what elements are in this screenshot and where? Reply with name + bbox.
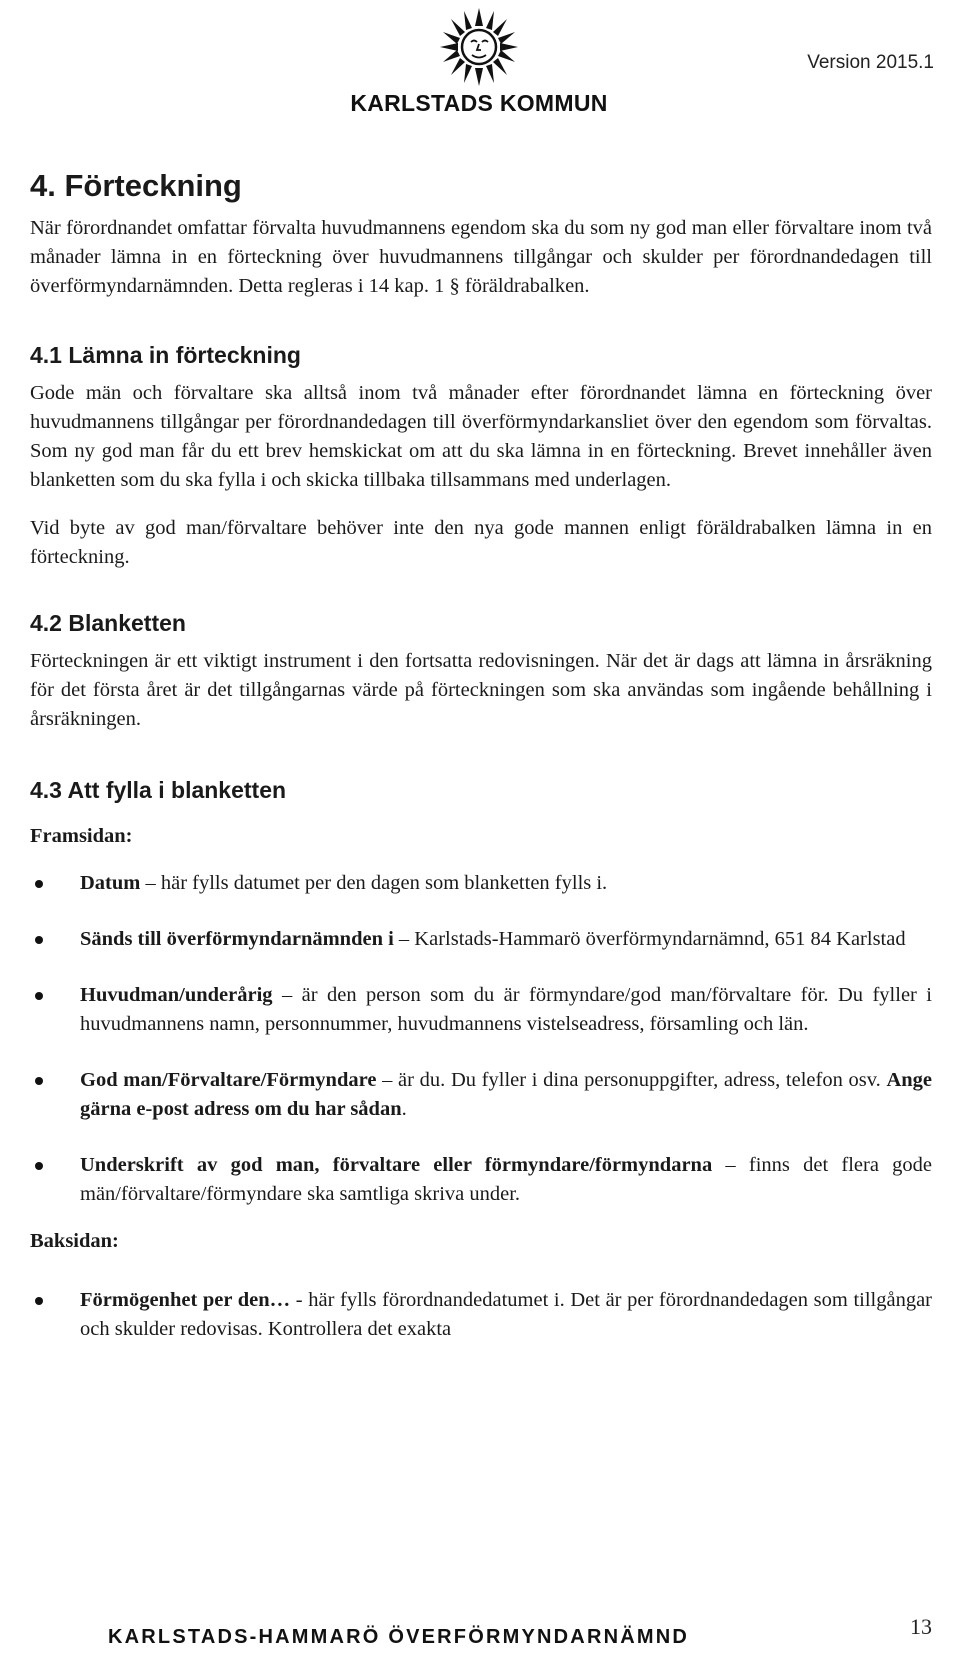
section-4-2-body: Förteckningen är ett viktigt instrument i den fortsatta redovisningen. När det är dags att lämna in årsräkning för det första året är det tillgångarnas värde på förteckningen som ska användas som ingående behållning i årsräkningen. xyxy=(30,650,932,730)
footer-org-name: KARLSTADS-HAMMARÖ ÖVERFÖRMYNDARNÄMND xyxy=(108,1626,690,1648)
list-item xyxy=(30,1151,932,1209)
section-4-body: När förordnandet omfattar förvalta huvudmannens egendom ska du som ny god man eller förvaltare inom två månader lämna in en förteckning över huvudmannens tillgångar och skulder per förordnandedagen till överförmyndarnämnden. Detta regleras i 14 kap. 1 § föräldrabalken. xyxy=(30,217,932,297)
back-side-list xyxy=(30,1286,932,1344)
item-term: Förmögenhet per den… xyxy=(80,1289,291,1311)
item-text: – här fylls datumet per den dagen som blanketten fylls i. xyxy=(140,872,608,894)
item-text: – finns det flera gode män/förvaltare/förmyndare ska samtliga skriva under. xyxy=(80,1154,933,1205)
bullet-icon xyxy=(35,1297,43,1305)
bullet-icon xyxy=(35,936,43,944)
list-item xyxy=(30,1286,932,1344)
bullet-icon xyxy=(35,880,43,888)
front-side-list xyxy=(30,869,932,1209)
page-number: 13 xyxy=(910,1614,932,1639)
item-text: – Karlstads-Hammarö överförmyndarnämnd, 651 84 Karlstad xyxy=(393,928,906,950)
version-label: Version 2015.1 xyxy=(807,52,934,73)
list-item xyxy=(30,925,932,954)
section-4-1-body: Gode män och förvaltare ska alltså inom två månader efter förordnandet lämna en förteckning över huvudmannens tillgångar per förordnandedagen till överförmyndarkansliet över den egendom som förvaltas. Som ny god man får du ett brev hemskickat om att du ska lämna in en förteckning. Brevet innehåller även blanketten som du ska fylla i och skicka tillbaka tillsammans med underlagen. xyxy=(30,382,932,491)
item-text-end: . xyxy=(401,1098,407,1120)
sun-logo-icon xyxy=(437,6,521,88)
item-term: Datum xyxy=(80,872,141,894)
list-item xyxy=(30,981,932,1039)
front-side-label: Framsidan: xyxy=(30,825,133,847)
item-term: Sänds till överförmyndarnämnden i xyxy=(80,928,394,950)
item-term: God man/Förvaltare/Förmyndare xyxy=(80,1069,377,1091)
list-item xyxy=(30,869,932,898)
page-header xyxy=(0,0,960,130)
bullet-icon xyxy=(35,1077,43,1085)
bullet-icon xyxy=(35,992,43,1000)
section-4-2-title: 4.2 Blanketten xyxy=(30,610,186,636)
item-text: – är du. Du fyller i dina personuppgifter, adress, telefon osv. xyxy=(376,1069,887,1091)
back-side-label: Baksidan: xyxy=(30,1230,119,1252)
bullet-icon xyxy=(35,1162,43,1170)
item-emphasis: Ange gärna e-post adress om du har sådan xyxy=(80,1069,933,1120)
list-item xyxy=(30,1066,932,1124)
item-term: Underskrift av god man, förvaltare eller förmyndare/förmyndarna xyxy=(80,1154,713,1176)
item-text: - här fylls förordnandedatumet i. Det är per förordnandedagen som tillgångar och skulder redovisas. Kontrollera det exakta xyxy=(80,1289,933,1340)
item-term: Huvudman/underårig xyxy=(80,984,273,1006)
document-body xyxy=(30,168,932,1344)
section-4-1-body-2: Vid byte av god man/förvaltare behöver inte den nya gode mannen enligt föräldrabalken lämna in en förteckning. xyxy=(30,517,932,568)
section-4-title: 4. Förteckning xyxy=(30,168,242,203)
section-4-1-title: 4.1 Lämna in förteckning xyxy=(30,342,301,368)
logo-text: KARLSTADS KOMMUN xyxy=(350,90,608,116)
item-text: – är den person som du är förmyndare/god man/förvaltare för. Du fyller i huvudmannens namn, personnummer, huvudmannens vistelseadress, församling och län. xyxy=(80,984,932,1035)
karlstads-kommun-logo xyxy=(344,6,614,118)
section-4-3-title: 4.3 Att fylla i blanketten xyxy=(30,777,287,803)
